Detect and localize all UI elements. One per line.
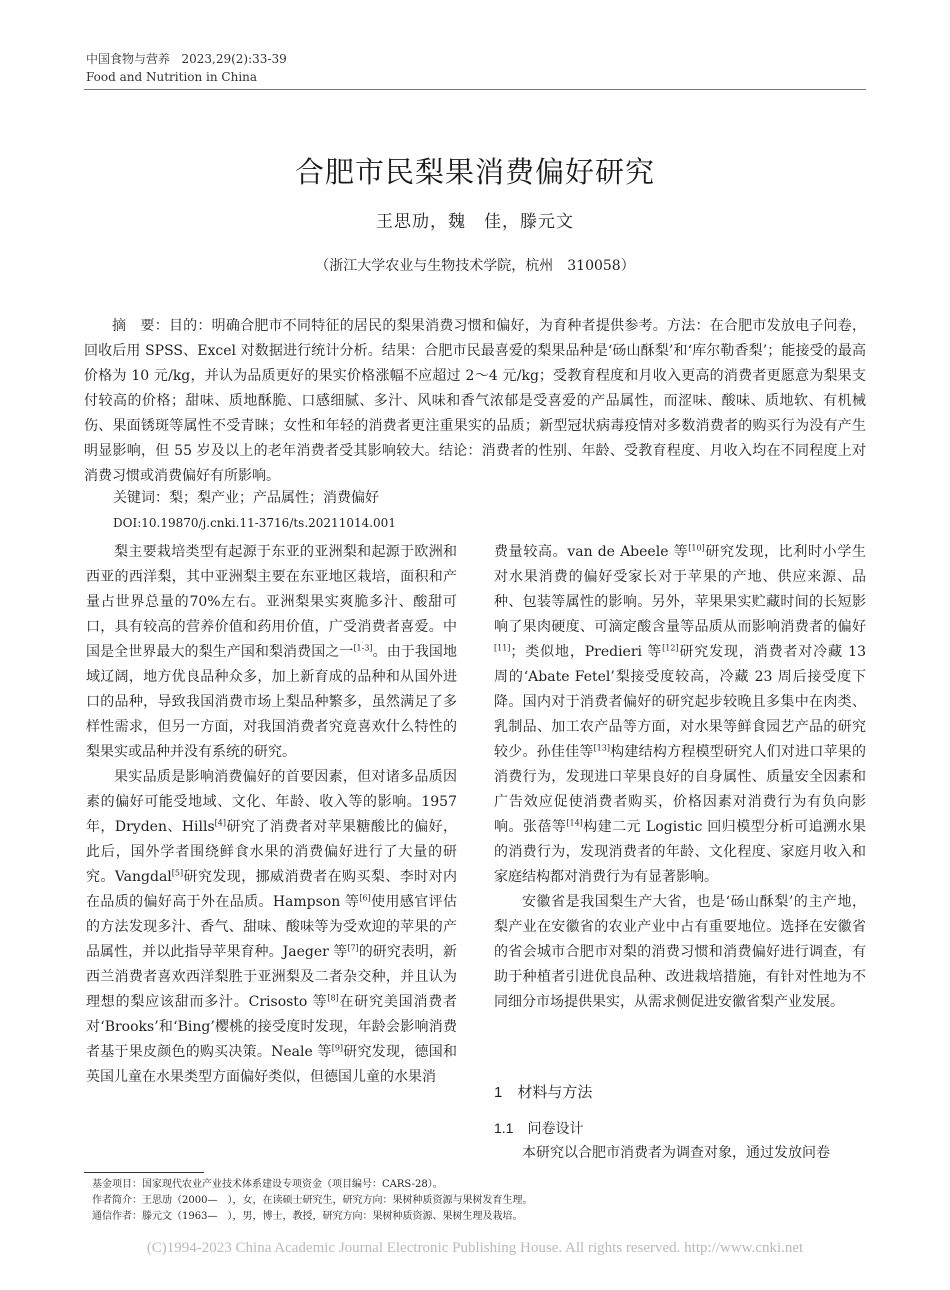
text-run: 。由于我国地域辽阔，地方优良品种众多，加上新育成的品种和从国外进口的品种，导致我国消费市场上梨品种繁多，虽然满足了多样性需求，但另一方面，对我国消费者究竟喜欢什么特性的梨果实或品种并没有系统的研究。 <box>86 644 458 760</box>
journal-line <box>86 50 287 68</box>
citation: [9] <box>331 1043 344 1053</box>
paragraph <box>86 765 457 1090</box>
keywords-text: 梨；梨产业；产品属性；消费偏好 <box>169 490 379 506</box>
paragraph: 安徽省是我国梨生产大省，也是‘砀山酥梨’的主产地，梨产业在安徽省的农业产业中占有重要地位。选择在安徽省的省会城市合肥市对梨的消费习惯和消费偏好进行调查，有助于种植者引进优良品种、改进栽培措施，有针对性地为不同细分市场提供果实，从需求侧促进安徽省梨产业发展。 <box>494 894 866 1010</box>
journal-name-cn: 中国食物与营养 <box>86 52 171 66</box>
text-run: 构建结构方程模型研究人们对进口苹果的消费行为，发现进口苹果良好的自身属性、质量安全因素和广告效应促使消费者购买，价格因素对消费行为有负向影响。张蓓等 <box>494 744 866 835</box>
citation: [11] <box>494 643 511 653</box>
footnote-fund: 基金项目：国家现代农业产业技术体系建设专项资金（项目编号：CARS-28）。 <box>92 1179 443 1190</box>
citation: [7] <box>347 943 359 953</box>
text-run: 研究发现，比利时小学生对水果消费的偏好受家长对于苹果的产地、供应来源、品种、包装等属性的影响。另外，苹果果实贮藏时间的长短影响了果肉硬度、可滴定酸含量等品质从而影响消费者的偏好 <box>494 544 867 635</box>
doi: DOI:10.19870/j.cnki.11-3716/ts.20211014.001 <box>113 516 396 530</box>
subsection-heading: 1.1 问卷设计 <box>494 1120 584 1136</box>
citation: [14] <box>566 818 583 828</box>
article-title: 合肥市民梨果消费偏好研究 <box>294 155 655 189</box>
text-run: ；类似地，Predieri 等 <box>510 644 663 660</box>
paragraph: 本研究以合肥市消费者为调查对象，通过发放问卷 <box>522 1145 830 1161</box>
footnotes <box>92 1177 532 1225</box>
copyright-notice: (C)1994-2023 China Academic Journal Electronic Publishing House. All rights reserved. http://www.cnki.net <box>146 1240 804 1256</box>
text-run: 研究发现，德国和英国儿童在水果类型方面偏好类似，但德国儿童的水果消 <box>86 1044 457 1085</box>
paragraph <box>494 540 866 890</box>
abstract-text: 目的：明确合肥市不同特征的居民的梨果消费习惯和偏好，为育种者提供参考。方法：在合肥市发放电子问卷，回收后用 SPSS、Excel 对数据进行统计分析。结果：合肥市民最喜爱的梨果品种是‘砀山酥梨’和‘库尔勒香梨’；能接受的最高价格为 10 元/kg，并认为品质更好的果实价格涨幅不应超过 2～4 元/kg；受教育程度和月收入更高的消费者更愿意为梨果支付较高的价格；甜味、质地酥脆、口感细腻、多汁、风味和香气浓郁是受喜爱的产品属性，而涩味、酸味、质地软、有机械伤、果面锈斑等属性不受青睐；女性和年轻的消费者更注重果实的品质；新型冠状病毒疫情对多数消费者的购买行为没有产生明显影响，但 55 岁及以上的老年消费者受其影响较大。结论：消费者的性别、年龄、受教育程度、月收入均在不同程度上对消费习惯或消费偏好有所影响。 <box>84 318 867 484</box>
body-column-right <box>494 540 866 1015</box>
header-rule <box>84 89 866 90</box>
text-run: 研究了消费者对苹果糖酸比的偏好，此后，国外学者围绕鲜食水果的消费偏好进行了大量的研究。Vangdal <box>86 819 458 885</box>
author-list: 王思劢，魏 佳，滕元文 <box>376 212 574 232</box>
text-run: 梨主要栽培类型有起源于东亚的亚洲梨和起源于欧洲和西亚的西洋梨，其中亚洲梨主要在东亚地区栽培，面积和产量占世界总量的70%左右。亚洲梨果实爽脆多汁、酸甜可口，具有较高的营养价值和药用价值，广受消费者喜爱。中国是全世界最大的梨生产国和梨消费国之一 <box>86 544 457 660</box>
text-run: 在研究美国消费者对‘Brooks’和‘Bing’樱桃的接受度时发现，年龄会影响消费者基于果皮颜色的购买决策。Neale 等 <box>86 994 458 1060</box>
keywords <box>113 488 379 508</box>
issue-info: 2023,29(2):33-39 <box>181 52 287 66</box>
text-run: 构建二元 Logistic 回归模型分析可追溯水果的消费行为，发现消费者的年龄、文化程度、家庭月收入和家庭结构都对消费行为有显著影响。 <box>494 819 866 885</box>
text-run: 果实品质是影响消费偏好的首要因素，但对诸多品质因素的偏好可能受地域、文化、年龄、收入等的影响。1957 年，Dryden、Hills <box>86 769 457 835</box>
text-run: 的研究表明，新西兰消费者喜欢西洋梨胜于亚洲梨及二者杂交种，并且认为理想的梨应该甜而多汁。Crisosto 等 <box>86 944 457 1010</box>
citation: [10] <box>688 543 705 553</box>
affiliation: （浙江大学农业与生物技术学院，杭州 310058） <box>315 258 635 274</box>
citation: [4] <box>214 818 227 828</box>
abstract-label: 摘 要： <box>112 318 169 334</box>
citation: [1-3] <box>353 643 373 653</box>
section-heading: 1 材料与方法 <box>494 1084 593 1101</box>
citation: [12] <box>662 643 679 653</box>
keywords-label: 关键词： <box>113 490 169 506</box>
citation: [8] <box>327 993 339 1003</box>
running-header <box>86 50 287 86</box>
text-run: 费量较高。van de Abeele 等 <box>494 544 689 560</box>
citation: [6] <box>359 893 371 903</box>
text-run: 研究发现，消费者对冷藏 13 周的‘Abate Fetel’梨接受度较高，冷藏 23 周后接受度下降。国内对于消费者偏好的研究起步较晚且多集中在肉类、乳制品、加工农产品等方面，对水果等鲜食园艺产品的研究较少。孙佳佳等 <box>494 644 866 760</box>
footnote-author: 作者简介：王思劢（2000— ），女，在读硕士研究生，研究方向：果树种质资源与果树发育生理。 <box>92 1195 533 1206</box>
body-column-left <box>86 540 457 1090</box>
text-run: 研究发现，挪威消费者在购买梨、李时对内在品质的偏好高于外在品质。Hampson 等 <box>86 869 458 910</box>
text-run: 使用感官评估的方法发现多汁、香气、甜味、酸味等为受欢迎的苹果的产品属性，并以此指导苹果育种。Jaeger 等 <box>86 894 458 960</box>
footnote-corresponding: 通信作者：滕元文（1963— ），男，博士，教授，研究方向：果树种质资源、果树生理及栽培。 <box>92 1211 523 1222</box>
citation: [13] <box>593 743 610 753</box>
journal-name-en: Food and Nutrition in China <box>86 70 258 84</box>
paragraph <box>86 540 457 765</box>
citation: [5] <box>171 868 184 878</box>
abstract <box>84 314 866 489</box>
footnote-rule <box>84 1172 204 1173</box>
